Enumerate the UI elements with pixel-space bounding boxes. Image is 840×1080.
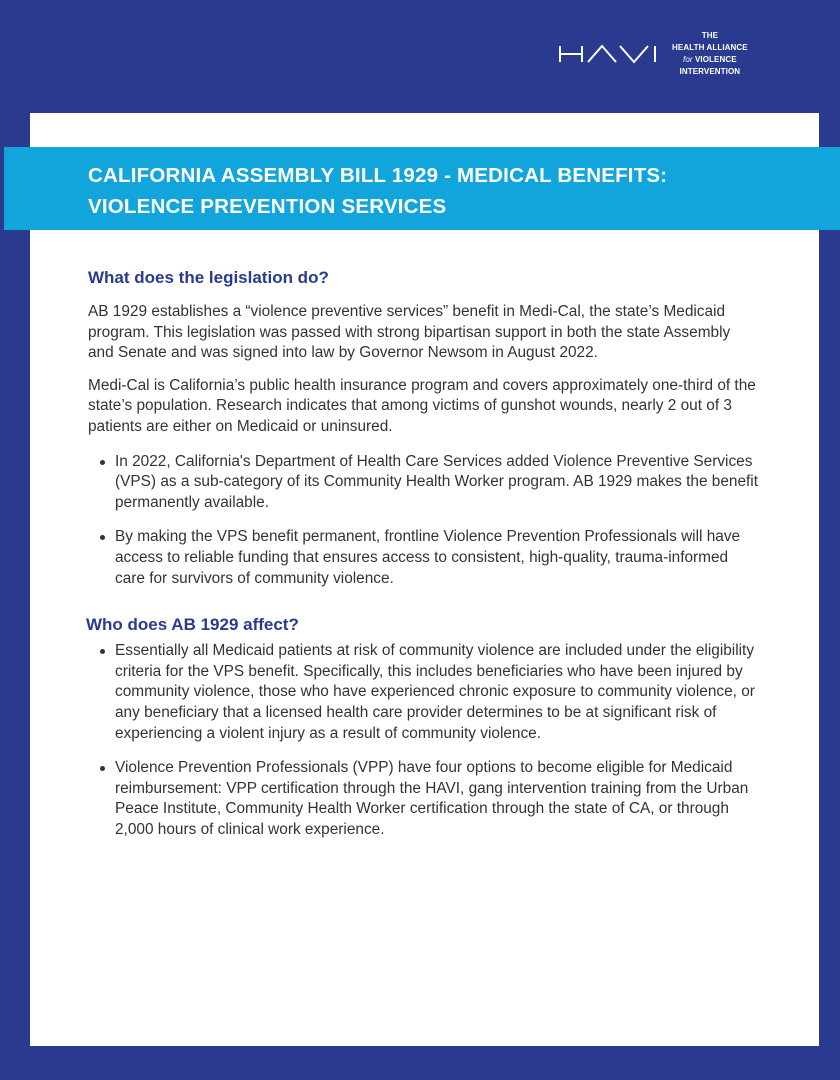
logo-line-3-rest: VIOLENCE bbox=[692, 55, 737, 64]
logo-wordmark bbox=[672, 30, 748, 78]
document-body bbox=[88, 266, 758, 854]
havi-logo-icon bbox=[558, 40, 662, 68]
section-heading-affect: Who does AB 1929 affect? bbox=[86, 615, 299, 635]
logo-line-3-italic: for bbox=[683, 55, 693, 64]
logo-line-1: THE bbox=[701, 31, 719, 40]
list-item: Essentially all Medicaid patients at risk of community violence are included under the eligibility criteria for the VPS benefit. Specifically, this includes beneficiaries who have been injured by community violence, those who have experienced chronic exposure to community violence, or any beneficiary that a licensed health care provider determines to be at significant risk of experiencing a violent injury as a result of community violence. bbox=[88, 641, 758, 744]
paragraph-2: Medi-Cal is California’s public health insurance program and covers approximately one-third of the state’s population. Research indicates that among victims of gunshot wounds, nearly 2 out of 3 patients are either on Medicaid or uninsured. bbox=[88, 376, 756, 435]
list-item: Violence Prevention Professionals (VPP) have four options to become eligible for Medicaid reimbursement: VPP certification through the HAVI, gang intervention training from the Urban Peace Institute, Community Health Worker certification through the state of CA, or through 2,000 hours of clinical work experience. bbox=[88, 758, 758, 840]
page-title-line-2: VIOLENCE PREVENTION SERVICES bbox=[88, 195, 447, 218]
title-banner bbox=[4, 147, 840, 230]
havi-logo bbox=[558, 30, 748, 78]
list-item: By making the VPS benefit permanent, frontline Violence Prevention Professionals will have access to reliable funding that ensures access to consistent, high-quality, trauma-informed care for survivors of community violence. bbox=[88, 527, 758, 589]
logo-line-3 bbox=[672, 54, 748, 66]
page-title bbox=[88, 160, 840, 222]
bullet-list-affect bbox=[88, 641, 758, 840]
list-item: In 2022, California's Department of Health Care Services added Violence Preventive Services (VPS) as a sub-category of its Community Health Worker program. AB 1929 makes the benefit permanently available. bbox=[88, 452, 758, 514]
paragraph-1: AB 1929 establishes a “violence preventive services” benefit in Medi-Cal, the state’s Medicaid program. This legislation was passed with strong bipartisan support in both the state Assembly and Senate and was signed into law by Governor Newsom in August 2022. bbox=[88, 303, 731, 362]
logo-line-4: INTERVENTION bbox=[679, 67, 741, 76]
logo-line-2: HEALTH ALLIANCE bbox=[672, 43, 748, 52]
section-heading-legislation: What does the legislation do? bbox=[88, 268, 329, 287]
page-title-line-1: CALIFORNIA ASSEMBLY BILL 1929 - MEDICAL BENEFITS: bbox=[88, 164, 668, 187]
bullet-list-legislation bbox=[88, 452, 758, 590]
